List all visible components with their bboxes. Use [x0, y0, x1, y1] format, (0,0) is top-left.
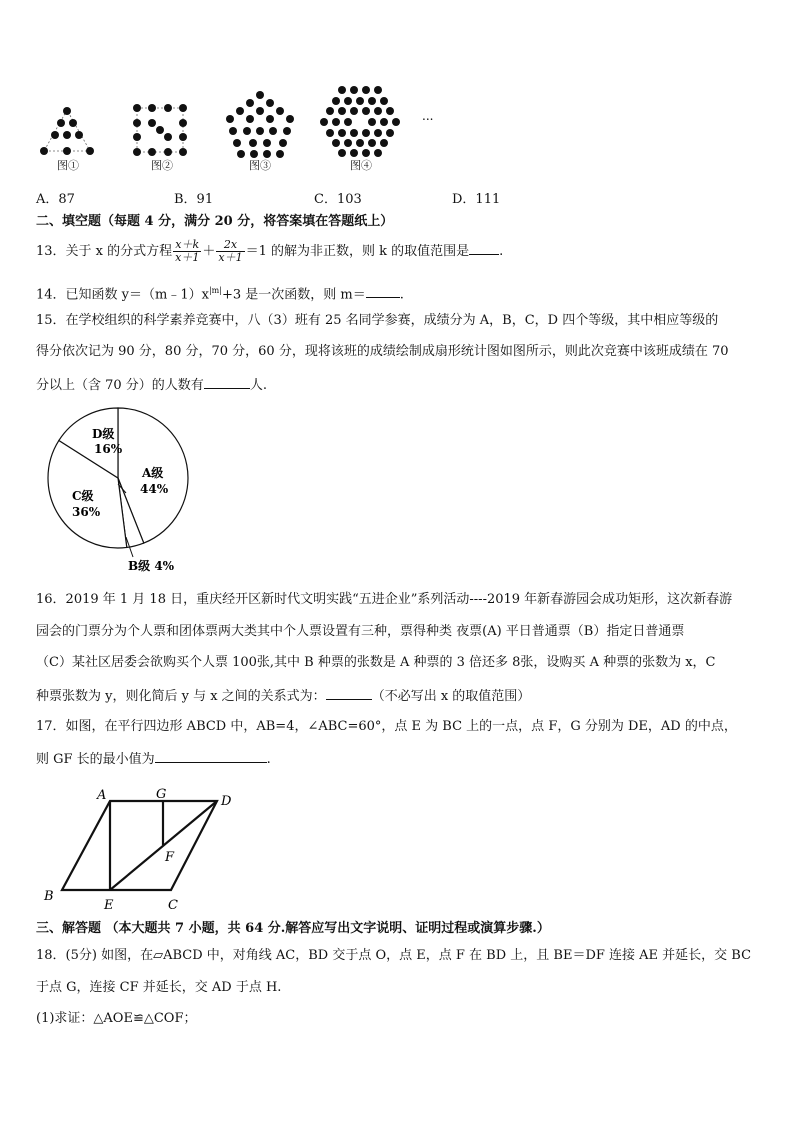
q13-end: .: [499, 244, 504, 259]
q14-end: .: [399, 287, 404, 303]
pie-label-b: B级 4%: [128, 559, 175, 573]
q15-line-2: 得分依次记为 90 分，80 分，70 分，60 分，现将该班的成绩绘制成扇形统计图如图所示，则此次竞赛中该班成绩在 70: [36, 344, 729, 359]
question-13: [36, 239, 503, 264]
point-label-c: C: [168, 898, 178, 913]
q13-prefix: 13．关于 x 的分式方程: [36, 244, 173, 259]
point-label-f: F: [165, 850, 175, 865]
figure-4-hexagon: [320, 86, 400, 157]
q16-line4-prefix: 种票张数为 y，则化简后 y 与 x 之间的关系式为：: [36, 689, 326, 704]
q15-line3-end: 人.: [249, 378, 267, 393]
q17-line2-prefix: 则 GF 长的最小值为: [36, 752, 155, 767]
pie-pct-c: 36%: [72, 505, 101, 519]
section-3-heading: 三、解答题 （本大题共 7 小题，共 64 分.解答应写出文字说明、证明过程或演算步骤.）: [36, 921, 550, 936]
figure-2-caption: 图②: [151, 159, 173, 172]
figure-3-caption: 图③: [249, 159, 271, 172]
q13-suffix: ＝1 的解为非正数，则 k 的取值范围是: [245, 244, 470, 259]
q14-exponent: |m|: [208, 286, 222, 295]
q18-line-2: 于点 G，连接 CF 并延长，交 AD 于点 H.: [36, 980, 282, 995]
figures-ellipsis: ...: [422, 109, 434, 123]
q15-line3-prefix: 分以上（含 70 分）的人数有: [36, 378, 204, 393]
figure-2-square: [133, 104, 187, 156]
option-c: C．103: [314, 192, 362, 207]
option-b: B．91: [174, 192, 214, 207]
figure-4-caption: 图④: [350, 159, 372, 172]
q13-frac1-numerator: x＋k: [173, 239, 201, 252]
q17-answer-blank[interactable]: [155, 750, 267, 763]
pie-chart: [40, 395, 240, 580]
pie-label-c: C级: [72, 489, 94, 503]
point-label-e: E: [104, 898, 114, 913]
point-label-b: B: [44, 889, 54, 904]
q14-prefix: 14．已知函数 y＝（m﹣1）x: [36, 287, 209, 303]
question-14: [36, 283, 404, 303]
pie-pct-a: 44%: [140, 482, 169, 496]
figure-1-triangle: [40, 107, 94, 155]
q13-answer-blank[interactable]: [469, 242, 499, 255]
pie-slices: [48, 408, 188, 548]
q16-line-4: [36, 687, 530, 705]
q13-plus: ＋: [202, 244, 216, 259]
section-2-heading: 二、填空题（每题 4 分，满分 20 分，将答案填在答题纸上）: [36, 214, 394, 229]
pie-pct-d: 16%: [94, 442, 123, 456]
q14-answer-blank[interactable]: [366, 285, 400, 298]
pie-label-d: D级: [92, 427, 115, 441]
q17-line-2: [36, 750, 271, 768]
figure-1-caption: 图①: [57, 159, 79, 172]
q13-frac2-denominator: x＋1: [218, 251, 243, 264]
q13-fraction-2: [216, 239, 244, 264]
point-label-d: D: [221, 794, 232, 809]
q17-line2-end: .: [266, 752, 271, 767]
pie-label-a: A级: [142, 466, 164, 480]
q16-line-1: 16．2019 年 1 月 18 日，重庆经开区新时代文明实践“五进企业”系列活动----2019 年新春游园会成功矩形，这次新春游: [36, 592, 733, 607]
option-a: A．87: [36, 192, 75, 207]
q15-line-1: 15．在学校组织的科学素养竞赛中，八（3）班有 25 名同学参赛，成绩分为 A，B，C，D 四个等级，其中相应等级的: [36, 313, 719, 328]
q16-answer-blank[interactable]: [326, 687, 372, 700]
point-label-a: A: [97, 788, 107, 803]
figure-3-pentagon: [226, 91, 294, 158]
parallelogram-abcd: [62, 801, 217, 890]
point-label-g: G: [156, 787, 167, 802]
q16-line-2: 园会的门票分为个人票和团体票两大类其中个人票设置有三种，票得种类 夜票(A) 平日普通票（B）指定日普通票: [36, 624, 685, 639]
q14-suffix: +3 是一次函数，则 m＝: [221, 287, 366, 303]
q13-fraction-1: [173, 239, 201, 264]
dot-pattern-figures: [30, 80, 450, 175]
q13-frac1-denominator: x＋1: [175, 251, 200, 264]
q15-line-3: [36, 376, 267, 394]
q13-frac2-numerator: 2x: [216, 239, 244, 252]
parallelogram-figure: [40, 785, 250, 915]
q17-line-1: 17．如图，在平行四边形 ABCD 中，AB=4，∠ABC=60°，点 E 为 BC 上的一点，点 F，G 分别为 DE，AD 的中点，: [36, 719, 737, 734]
q16-line-3: （C）某社区居委会欲购买个人票 100张,其中 B 种票的张数是 A 种票的 3 倍还多 8张，设购买 A 种票的张数为 x，C: [36, 655, 716, 670]
q18-sub-1: (1)求证：△AOE≌△COF；: [36, 1011, 197, 1026]
q18-line-1: 18．(5分) 如图，在▱ABCD 中，对角线 AC，BD 交于点 O，点 E，点 F 在 BD 上，且 BE＝DF 连接 AE 并延长，交 BC: [36, 948, 752, 963]
q15-answer-blank[interactable]: [204, 376, 250, 389]
option-d: D．111: [452, 192, 501, 207]
q16-line4-end: （不必写出 x 的取值范围）: [371, 689, 531, 704]
